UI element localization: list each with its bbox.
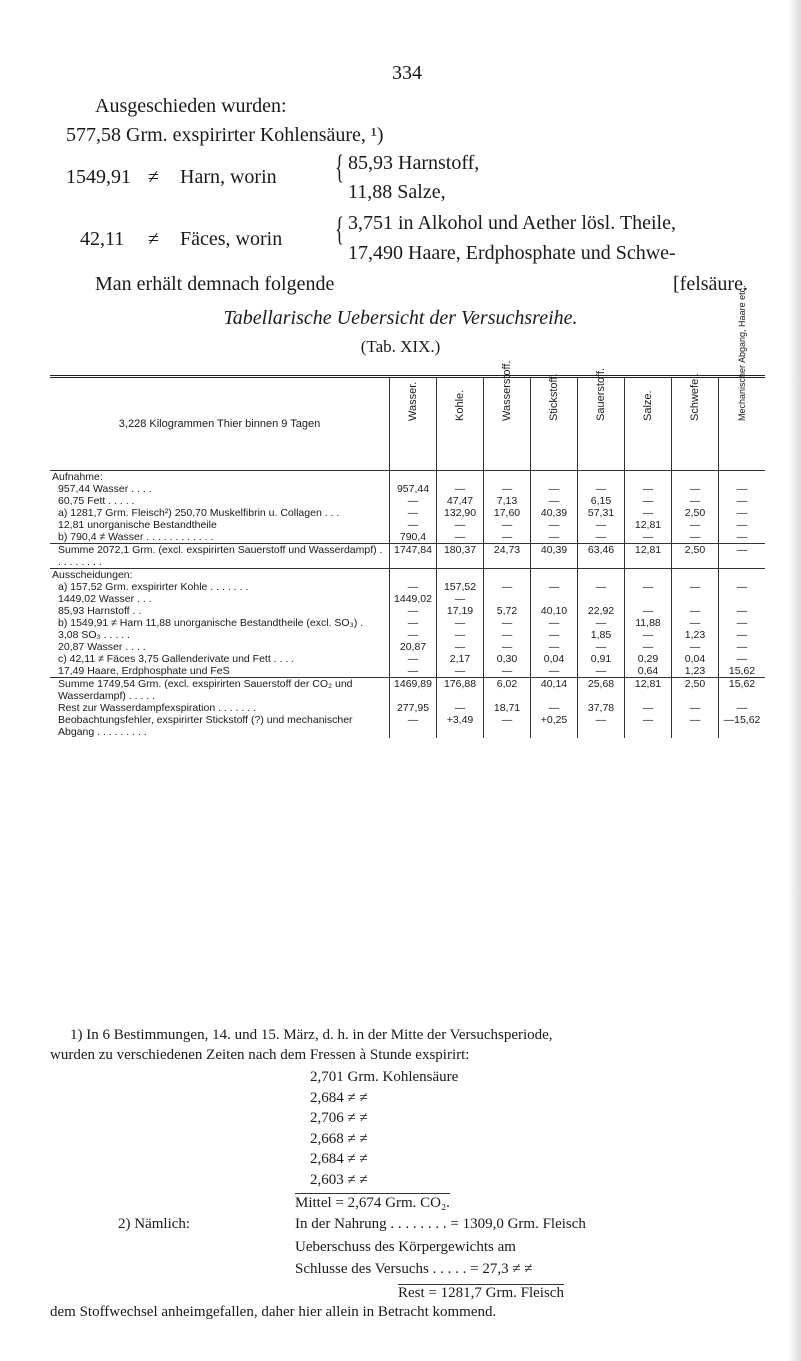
brace-icon: { [335, 149, 344, 186]
page-number: 334 [392, 62, 422, 84]
table-cell: — [437, 593, 484, 605]
table-cell: — [625, 581, 672, 593]
table-cell: — [437, 641, 484, 653]
table-cell: — [390, 714, 437, 738]
table-cell: — [578, 641, 625, 653]
col-header: Sauerstoff. [595, 368, 607, 421]
table-cell: — [672, 702, 719, 714]
table-row [50, 544, 765, 569]
table-cell: — [437, 665, 484, 678]
table-cell: 6,15 [578, 495, 625, 507]
table-cell [531, 569, 578, 582]
table-cell: — [719, 702, 766, 714]
table-subtitle: (Tab. XIX.) [360, 337, 441, 356]
table-cell: — [484, 629, 531, 641]
table-cell: — [437, 617, 484, 629]
table-cell: — [390, 581, 437, 593]
table-cell: — [484, 665, 531, 678]
table-cell [390, 471, 437, 484]
table-row [50, 593, 765, 605]
faeces-ditto: ≠ [148, 228, 159, 250]
table-row [50, 471, 765, 484]
table-cell: — [484, 519, 531, 531]
footnote-2-line-4: Rest = 1281,7 Grm. Fleisch [398, 1285, 564, 1301]
table-title: Tabellarische Uebersicht der Versuchsreihe. [223, 307, 578, 329]
table-cell: — [531, 617, 578, 629]
table-cell: +0,25 [531, 714, 578, 738]
table-row [50, 569, 765, 582]
table-cell: — [625, 495, 672, 507]
table-cell: — [437, 629, 484, 641]
table-cell [578, 569, 625, 582]
col-header: Stickstoff. [548, 373, 560, 421]
table-cell: — [531, 641, 578, 653]
table-cell: — [719, 629, 766, 641]
table-cell: — [719, 483, 766, 495]
table-cell: 40,10 [531, 605, 578, 617]
table-cell [390, 569, 437, 582]
table-row [50, 507, 765, 519]
table-cell: — [484, 714, 531, 738]
intro-line-1: Ausgeschieden wurden: [95, 95, 287, 117]
table-cell [484, 471, 531, 484]
row-label: Summe 2072,1 Grm. (excl. exspirirten Sauerstoff und Wasserdampf) . . . . . . . . . [50, 544, 390, 569]
table-cell: — [578, 483, 625, 495]
table-cell: — [390, 665, 437, 678]
table-cell: — [719, 605, 766, 617]
table-cell: 157,52 [437, 581, 484, 593]
table-cell: — [531, 629, 578, 641]
table-cell: 15,62 [719, 678, 766, 703]
table-cell [578, 471, 625, 484]
table-cell: — [390, 653, 437, 665]
table-cell: — [625, 714, 672, 738]
table-cell: — [672, 519, 719, 531]
table-cell: — [484, 581, 531, 593]
table-cell [578, 593, 625, 605]
table-cell: — [531, 483, 578, 495]
table-cell: — [719, 581, 766, 593]
table-cell [437, 569, 484, 582]
row-label: 85,93 Harnstoff . . [58, 605, 142, 617]
table-cell: — [390, 617, 437, 629]
table-cell [719, 593, 766, 605]
table-row [50, 605, 765, 617]
table-cell: — [672, 617, 719, 629]
table-cell: — [531, 665, 578, 678]
table-cell: — [390, 629, 437, 641]
footnote-1-value: 2,668 ≠ ≠ [310, 1130, 368, 1147]
harn-b: 11,88 Salze, [348, 181, 446, 203]
row-label: b) 790,4 ≠ Wasser . . . . . . . . . . . . [58, 531, 214, 543]
table-cell: 12,81 [625, 678, 672, 703]
table-cell: — [437, 483, 484, 495]
table-cell: — [390, 605, 437, 617]
table-cell: — [719, 544, 766, 569]
row-label: b) 1549,91 ≠ Harn 11,88 unorganische Bestandtheile (excl. SO₃) . [58, 617, 364, 629]
table-cell: 37,78 [578, 702, 625, 714]
table-cell: 24,73 [484, 544, 531, 569]
table-cell [625, 569, 672, 582]
table-cell: 1,23 [672, 665, 719, 678]
footnote-1-line-2: wurden zu verschiedenen Zeiten nach dem Fressen à Stunde exspirirt: [50, 1047, 470, 1063]
table-cell: — [484, 641, 531, 653]
harn-amount: 1549,91 [66, 166, 131, 188]
table-cell: 18,71 [484, 702, 531, 714]
table-cell: — [625, 483, 672, 495]
table-cell: 790,4 [390, 531, 437, 544]
row-label: Ausscheidungen: [50, 569, 390, 582]
table-cell: — [719, 507, 766, 519]
table-cell: 5,72 [484, 605, 531, 617]
table-cell: — [672, 483, 719, 495]
table-row [50, 714, 765, 738]
table-cell: — [578, 665, 625, 678]
row-label: Aufnahme: [52, 471, 103, 483]
table-cell: 40,14 [531, 678, 578, 703]
table-cell [672, 593, 719, 605]
footnote-2-line-1: In der Nahrung . . . . . . . . = 1309,0 Grm. Fleisch [295, 1216, 586, 1232]
table-cell: 47,47 [437, 495, 484, 507]
table-cell: 1747,84 [390, 544, 437, 569]
footnote-2-label: 2) Nämlich: [118, 1216, 191, 1232]
table-cell: — [531, 581, 578, 593]
table-cell: 57,31 [578, 507, 625, 519]
table-cell: — [672, 581, 719, 593]
table-cell: 7,13 [484, 495, 531, 507]
table-cell [484, 593, 531, 605]
table-cell: 180,37 [437, 544, 484, 569]
table-cell: — [719, 641, 766, 653]
table-cell: 2,17 [437, 653, 484, 665]
col-header: Wasserstoff. [501, 360, 513, 421]
table-cell: 0,29 [625, 653, 672, 665]
footnote-2-line-5: dem Stoffwechsel anheimgefallen, daher hier allein in Betracht kommend. [50, 1304, 497, 1320]
harn-a: 85,93 Harnstoff, [348, 152, 480, 174]
table-cell: 2,50 [672, 507, 719, 519]
result-line-end: [felsäure. [673, 273, 748, 295]
table-cell: 1449,02 [390, 593, 437, 605]
table-row [50, 483, 765, 495]
footnote-1-line-1: 1) In 6 Bestimmungen, 14. und 15. März, d. h. in der Mitte der Versuchsperiode, [70, 1027, 553, 1043]
row-label: 20,87 Wasser . . . . [58, 641, 146, 653]
table-cell: — [672, 714, 719, 738]
table-cell: — [578, 714, 625, 738]
table-cell: — [672, 641, 719, 653]
faeces-a: 3,751 in Alkohol und Aether lösl. Theile, [348, 212, 676, 234]
table-row [50, 678, 765, 703]
table-cell: — [719, 653, 766, 665]
table-row [50, 702, 765, 714]
table-row [50, 617, 765, 629]
table-cell: — [390, 507, 437, 519]
table-cell: 12,81 [625, 544, 672, 569]
row-label: 957,44 Wasser . . . . [58, 483, 152, 495]
table-cell: 25,68 [578, 678, 625, 703]
table-cell: — [625, 641, 672, 653]
table-cell: — [437, 531, 484, 544]
footnote-1-value: 2,701 Grm. Kohlensäure [310, 1069, 459, 1085]
row-label: c) 42,11 ≠ Fäces 3,75 Gallenderivate und Fett . . . . [58, 653, 295, 665]
table-cell: — [531, 531, 578, 544]
row-label: 17,49 Haare, Erdphosphate und FeS [58, 665, 230, 677]
table-cell: 0,04 [672, 653, 719, 665]
table-cell [672, 471, 719, 484]
table-cell [484, 569, 531, 582]
table-cell: —15,62 [719, 714, 766, 738]
table-cell [531, 471, 578, 484]
col-header: Kohle. [454, 389, 466, 421]
table-row [50, 531, 765, 544]
row-label: 60,75 Fett . . . . . [58, 495, 135, 507]
table-cell: 17,60 [484, 507, 531, 519]
footnote-1-value: 2,684 ≠ ≠ [310, 1089, 368, 1106]
table-cell: 0,64 [625, 665, 672, 678]
table-cell: — [437, 519, 484, 531]
table-cell [672, 569, 719, 582]
table-cell: 40,39 [531, 544, 578, 569]
footnote-1-value: 2,684 ≠ ≠ [310, 1151, 368, 1167]
table-cell: 63,46 [578, 544, 625, 569]
row-label: 12,81 unorganische Bestandtheile [58, 519, 217, 531]
table-cell: 6,02 [484, 678, 531, 703]
table-cell: — [578, 519, 625, 531]
row-label: a) 157,52 Grm. exspirirter Kohle . . . . . . . [58, 581, 249, 593]
table-cell: — [672, 605, 719, 617]
row-label: Summe 1749,54 Grm. (excl. exspirirten Sauerstoff der CO₂ und Wasserdampf) . . . . . [50, 678, 390, 703]
table-row [50, 629, 765, 641]
col-header: Wasser. [407, 381, 419, 421]
faeces-amount: 42,11 [80, 228, 125, 250]
table-cell: — [719, 531, 766, 544]
table-cell: — [484, 617, 531, 629]
row-label: 3,08 SO₃ . . . . . [58, 629, 130, 641]
intro-line-2: 577,58 Grm. exspirirter Kohlensäure, ¹) [66, 124, 384, 146]
table-cell: 22,92 [578, 605, 625, 617]
col-header: Schwefel. [689, 373, 701, 421]
table-cell: — [390, 519, 437, 531]
table-cell: — [625, 507, 672, 519]
harn-word: Harn, worin [180, 166, 277, 188]
table-row [50, 519, 765, 531]
table-cell: — [625, 605, 672, 617]
table-cell: — [625, 531, 672, 544]
footnote-1-value: 2,706 ≠ ≠ [310, 1110, 368, 1126]
col-header: Salze. [642, 390, 654, 421]
table-cell: 0,04 [531, 653, 578, 665]
table-cell: 132,90 [437, 507, 484, 519]
table-cell: 2,50 [672, 678, 719, 703]
row-label: a) 1281,7 Grm. Fleisch²) 250,70 Muskelfibrin u. Collagen . . . [58, 507, 340, 519]
table-cell: 20,87 [390, 641, 437, 653]
table-cell [437, 471, 484, 484]
table-cell [719, 471, 766, 484]
row-label: Rest zur Wasserdampfexspiration . . . . . . . [58, 702, 257, 714]
table-cell: 1,85 [578, 629, 625, 641]
table-cell [531, 593, 578, 605]
table-row [50, 653, 765, 665]
col-header: Mechanischer Abgang, Haare etc. [737, 285, 747, 421]
page-edge [787, 0, 801, 1361]
table-cell: — [484, 483, 531, 495]
table-row [50, 581, 765, 593]
table-cell: — [672, 495, 719, 507]
row-label: Beobachtungsfehler, exspirirter Stickstoff (?) und mechanischer Abgang . . . . . . . . . [58, 714, 353, 738]
table-cell: — [484, 531, 531, 544]
row-label: 1449,02 Wasser . . . [58, 593, 152, 605]
table-cell: 277,95 [390, 702, 437, 714]
faeces-b: 17,490 Haare, Erdphosphate und Schwe- [348, 242, 676, 264]
table-cell: 40,39 [531, 507, 578, 519]
table-cell: 0,91 [578, 653, 625, 665]
table-cell: — [578, 617, 625, 629]
table-cell: — [531, 702, 578, 714]
table-cell: 0,30 [484, 653, 531, 665]
harn-ditto: ≠ [148, 166, 159, 188]
table-row [50, 641, 765, 653]
table-cell: — [719, 617, 766, 629]
table-corner: 3,228 Kilogrammen Thier binnen 9 Tagen [50, 377, 390, 471]
faeces-word: Fäces, worin [180, 228, 283, 250]
table-row [50, 665, 765, 678]
table-row [50, 495, 765, 507]
table-cell: 1469,89 [390, 678, 437, 703]
table-cell: — [672, 531, 719, 544]
table-cell: +3,49 [437, 714, 484, 738]
table-cell: — [531, 495, 578, 507]
table-cell: 957,44 [390, 483, 437, 495]
table-cell [719, 569, 766, 582]
table-cell: 11,88 [625, 617, 672, 629]
table-cell: — [390, 495, 437, 507]
footnote-2-line-2: Ueberschuss des Körpergewichts am [295, 1239, 516, 1255]
table-cell: 176,88 [437, 678, 484, 703]
result-line: Man erhält demnach folgende [95, 273, 335, 295]
table-cell: — [625, 702, 672, 714]
table-cell [625, 593, 672, 605]
table-cell: 15,62 [719, 665, 766, 678]
table-cell: 12,81 [625, 519, 672, 531]
brace-icon: { [335, 211, 344, 248]
table-cell: — [719, 519, 766, 531]
table-cell: 1,23 [672, 629, 719, 641]
table-cell: — [625, 629, 672, 641]
footnote-1-mean: Mittel = 2,674 Grm. CO₂. [295, 1195, 450, 1211]
table-cell: 17,19 [437, 605, 484, 617]
table-cell: — [719, 495, 766, 507]
table-cell: 2,50 [672, 544, 719, 569]
table-cell: — [531, 519, 578, 531]
table-cell [625, 471, 672, 484]
table-cell: — [437, 702, 484, 714]
table-cell: — [578, 531, 625, 544]
table-cell: — [578, 581, 625, 593]
footnote-1-value: 2,603 ≠ ≠ [310, 1171, 368, 1188]
footnote-2-line-3: Schlusse des Versuchs . . . . . = 27,3 ≠ ≠ [295, 1261, 533, 1277]
